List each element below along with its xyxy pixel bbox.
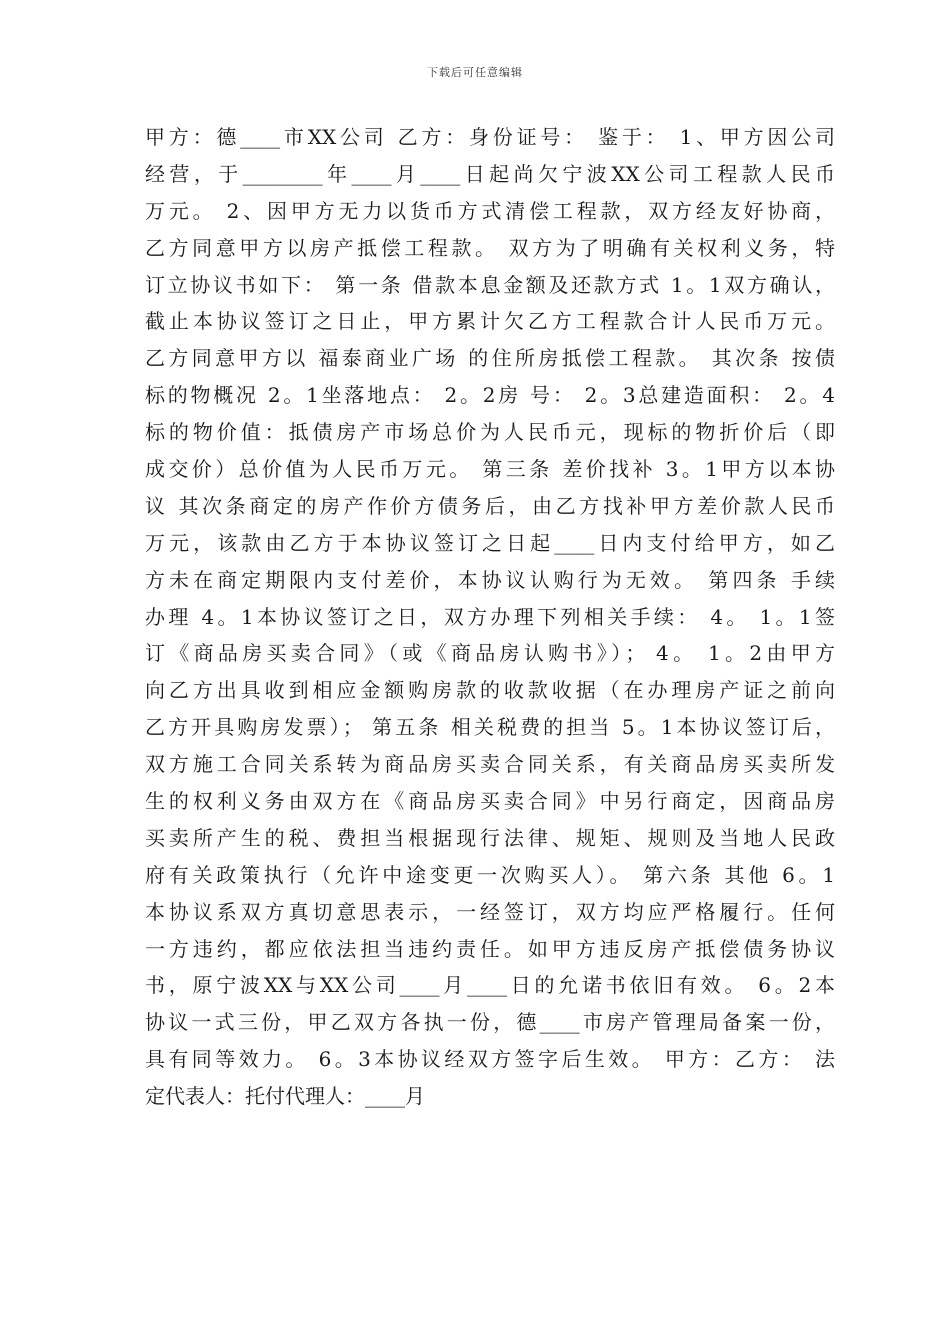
text-line: 办理 4。1本协议签订之日，双方办理下列相关手续： 4。 1。1签 <box>145 604 835 629</box>
text-line: 向乙方出具收到相应金额购房款的收款收据（在办理房产证之前向 <box>145 678 835 703</box>
text-line: 万元。 2、因甲方无力以货币方式清偿工程款，双方经友好协商， <box>145 198 835 223</box>
text-line: 买卖所产生的税、费担当根据现行法律、规矩、规则及当地人民政 <box>145 825 835 850</box>
text-line: 成交价）总价值为人民币万元。 第三条 差价找补 3。1甲方以本协 <box>145 457 835 482</box>
text-line: 乙方同意甲方以房产抵偿工程款。 双方为了明确有关权利义务，特 <box>145 235 835 260</box>
text-line-last: 定代表人：托付代理人：____月 <box>145 1084 425 1109</box>
text-line: 标的物价值：抵债房产市场总价为人民币元，现标的物折价后（即 <box>145 420 835 445</box>
text-line: 协议一式三份，甲乙双方各执一份，德____市房产管理局备案一份， <box>145 1010 835 1035</box>
text-line: 订《商品房买卖合同》（或《商品房认购书》）； 4。 1。2由甲方 <box>145 641 835 666</box>
text-line: 万元，该款由乙方于本协议签订之日起____日内支付给甲方，如乙 <box>145 530 835 555</box>
text-line: 府有关政策执行（允许中途变更一次购买人）。 第六条 其他 6。1 <box>145 862 835 887</box>
page-header: 下载后可任意编辑 <box>427 66 523 79</box>
text-line: 双方施工合同关系转为商品房买卖合同关系，有关商品房买卖所发 <box>145 752 835 777</box>
text-line: 经营，于________年____月____日起尚欠宁波XX公司工程款人民币 <box>145 161 835 186</box>
text-line: 订立协议书如下： 第一条 借款本息金额及还款方式 1。1双方确认， <box>145 272 835 297</box>
text-line: 议 其次条商定的房产作价方债务后，由乙方找补甲方差价款人民币 <box>145 493 835 518</box>
text-line: 标的物概况 2。1坐落地点： 2。2房 号： 2。3总建造面积： 2。4 <box>145 383 835 408</box>
text-line: 甲方：德____市XX公司 乙方：身份证号： 鉴于： 1、甲方因公司 <box>145 125 835 149</box>
text-line: 乙方同意甲方以 福泰商业广场 的住所房抵偿工程款。 其次条 按债 <box>145 346 835 371</box>
text-line: 生的权利义务由双方在《商品房买卖合同》中另行商定，因商品房 <box>145 789 835 814</box>
text-line: 书，原宁波XX与XX公司____月____日的允诺书依旧有效。 6。2本 <box>145 973 835 998</box>
agreement-body <box>145 119 835 1115</box>
text-line: 截止本协议签订之日止，甲方累计欠乙方工程款合计人民币万元。 <box>145 309 835 334</box>
text-line: 乙方开具购房发票）； 第五条 相关税费的担当 5。1本协议签订后， <box>145 715 835 740</box>
text-line: 方未在商定期限内支付差价，本协议认购行为无效。 第四条 手续 <box>145 567 835 592</box>
text-line: 具有同等效力。 6。3本协议经双方签字后生效。 甲方：乙方： 法 <box>145 1047 835 1072</box>
text-line: 本协议系双方真切意思表示，一经签订，双方均应严格履行。任何 <box>145 899 835 924</box>
text-line: 一方违约，都应依法担当违约责任。如甲方违反房产抵偿债务协议 <box>145 936 835 961</box>
